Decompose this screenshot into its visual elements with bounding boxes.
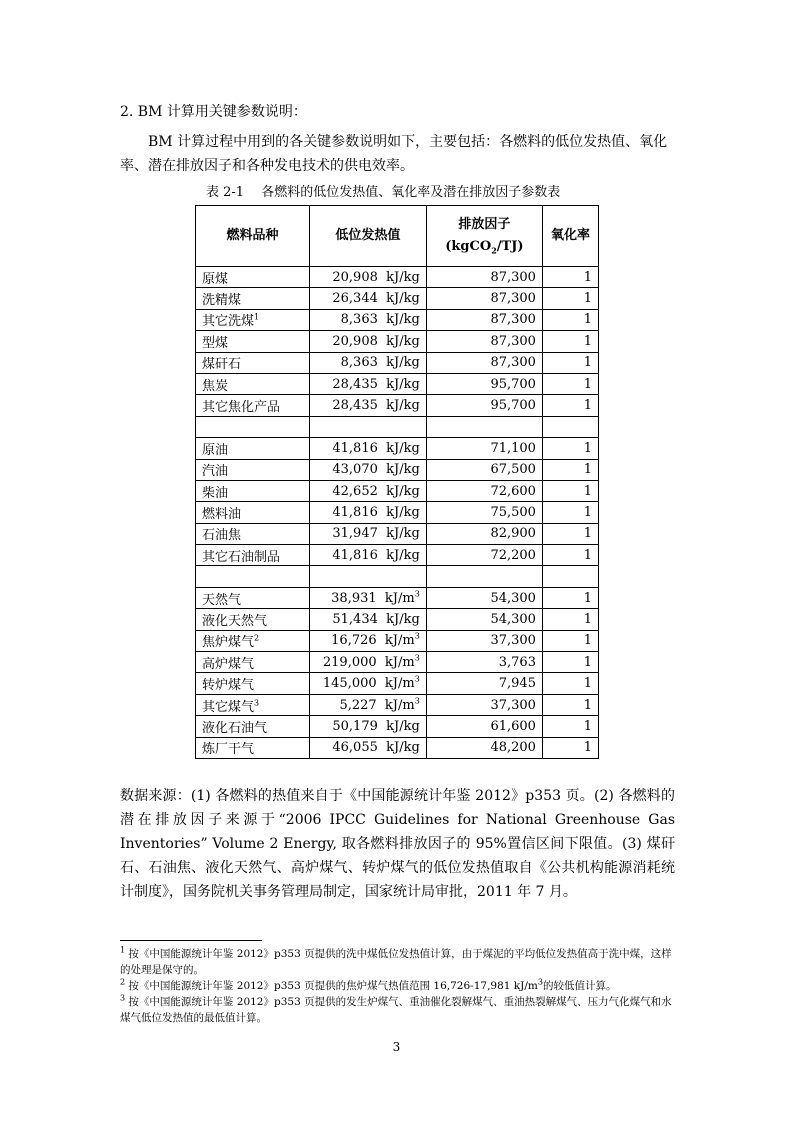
- table-row: [196, 609, 599, 630]
- heat-value-cell: 16,726 $kJ/m^3$: [310, 630, 427, 651]
- footnote-ref: 2: [254, 634, 260, 643]
- fuel-name-cell: 型煤: [196, 331, 310, 352]
- heat-value-cell: 51,434 kJ/kg: [310, 609, 427, 630]
- emission-factor-cell: 75,500: [426, 502, 542, 523]
- table-row: [196, 737, 599, 758]
- emission-factor-cell: 72,200: [426, 545, 542, 566]
- fuel-name-cell: 液化天然气: [196, 609, 310, 630]
- heat-value-cell: 20,908 kJ/kg: [310, 267, 427, 288]
- fuel-name-cell: 高炉煤气: [196, 652, 310, 673]
- heat-value-cell: 41,816 kJ/kg: [310, 438, 427, 459]
- fuel-name-cell: 煤矸石: [196, 352, 310, 373]
- emission-factor-cell: 37,300: [426, 630, 542, 651]
- table-row: [196, 459, 599, 480]
- table-header-row: [196, 206, 599, 267]
- emission-factor-cell: 87,300: [426, 331, 542, 352]
- fuel-name-cell: 其它焦化产品: [196, 395, 310, 416]
- fuel-name-cell: 天然气: [196, 587, 310, 608]
- fuel-name-cell: 焦炉煤气$^2$: [196, 630, 310, 651]
- emission-factor-cell: [426, 416, 542, 437]
- table-row: [196, 523, 599, 544]
- emission-factor-cell: 72,600: [426, 480, 542, 501]
- footnote-1: $^1$ 按《中国能源统计年鉴 2012》p353 页提供的洗中煤低位发热值计算，由于煤泥的平均低位发热值高于洗中煤，这样的处理是保守的。: [120, 945, 672, 976]
- data-source-note: 数据来源：(1) 各燃料的热值来自于《中国能源统计年鉴 2012》p353 页。(2) 各燃料的潜在排放因子来源于“2006 IPCC Guidelines for National Greenhouse Gas Inventories” Volume 2 Energy, 取各燃料排放因子的 95%置信区间下限值。(3) 煤矸石、石油焦、液化天然气、高炉煤气、转炉煤气的低位发热值取自《公共机构能源消耗统计制度》，国务院机关事务管理局制定，国家统计局审批，2011 年 7 月。: [120, 788, 675, 900]
- header-fuel: 燃料品种: [196, 206, 310, 267]
- heat-value-cell: 38,931 $kJ/m^3$: [310, 587, 427, 608]
- heat-value-cell: 145,000 $kJ/m^3$: [310, 673, 427, 694]
- oxidation-rate-cell: 1: [542, 331, 598, 352]
- table-row: [196, 630, 599, 651]
- oxidation-rate-cell: 1: [542, 652, 598, 673]
- emission-factor-cell: 71,100: [426, 438, 542, 459]
- oxidation-rate-cell: [542, 416, 598, 437]
- fuel-name-cell: 柴油: [196, 480, 310, 501]
- page-number: 3: [392, 1040, 401, 1054]
- emission-factor-cell: 87,300: [426, 267, 542, 288]
- oxidation-rate-cell: 1: [542, 545, 598, 566]
- heat-value-cell: [310, 416, 427, 437]
- footnote-separator: [120, 940, 262, 941]
- oxidation-rate-cell: [542, 566, 598, 587]
- oxidation-rate-cell: 1: [542, 737, 598, 758]
- heat-value-cell: 41,816 kJ/kg: [310, 545, 427, 566]
- heat-value-cell: 41,816 kJ/kg: [310, 502, 427, 523]
- emission-factor-cell: 54,300: [426, 587, 542, 608]
- intro-paragraph: BM 计算过程中用到的各关键参数说明如下，主要包括：各燃料的低位发热值、氧化率、潜在排放因子和各种发电技术的供电效率。: [120, 134, 668, 174]
- header-oxidation-rate: 氧化率: [542, 206, 598, 267]
- heat-value-cell: 26,344 kJ/kg: [310, 288, 427, 309]
- heat-value-cell: 8,363 kJ/kg: [310, 309, 427, 330]
- heat-value-cell: 42,652 kJ/kg: [310, 480, 427, 501]
- heat-value-cell: 20,908 kJ/kg: [310, 331, 427, 352]
- oxidation-rate-cell: 1: [542, 309, 598, 330]
- header-emission-factor-unit: (kgCO$_2$/TJ): [445, 239, 524, 256]
- fuel-name-cell: 原煤: [196, 267, 310, 288]
- oxidation-rate-cell: 1: [542, 352, 598, 373]
- emission-factor-cell: 61,600: [426, 716, 542, 737]
- oxidation-rate-cell: 1: [542, 395, 598, 416]
- table-row: [196, 673, 599, 694]
- table-row: [196, 652, 599, 673]
- table-row: [196, 331, 599, 352]
- table-row: [196, 288, 599, 309]
- header-emission-factor-label: 排放因子: [458, 217, 511, 232]
- heat-value-cell: 8,363 kJ/kg: [310, 352, 427, 373]
- section-heading: 2. BM 计算用关键参数说明：: [120, 104, 307, 120]
- fuel-parameter-table: [195, 205, 599, 759]
- table-row: [196, 309, 599, 330]
- fuel-name-cell: 洗精煤: [196, 288, 310, 309]
- emission-factor-cell: 67,500: [426, 459, 542, 480]
- table-spacer-row: [196, 566, 599, 587]
- fuel-name-cell: 液化石油气: [196, 716, 310, 737]
- oxidation-rate-cell: 1: [542, 694, 598, 715]
- table-row: [196, 545, 599, 566]
- heat-value-cell: 46,055 kJ/kg: [310, 737, 427, 758]
- emission-factor-cell: 82,900: [426, 523, 542, 544]
- fuel-name-cell: 石油焦: [196, 523, 310, 544]
- fuel-name-cell: 焦炭: [196, 373, 310, 394]
- emission-factor-cell: 7,945: [426, 673, 542, 694]
- oxidation-rate-cell: 1: [542, 587, 598, 608]
- heat-value-cell: 31,947 kJ/kg: [310, 523, 427, 544]
- emission-factor-cell: [426, 566, 542, 587]
- header-heat-value: 低位发热值: [310, 206, 427, 267]
- emission-factor-cell: 3,763: [426, 652, 542, 673]
- fuel-name-cell: 燃料油: [196, 502, 310, 523]
- table-spacer-row: [196, 416, 599, 437]
- oxidation-rate-cell: 1: [542, 630, 598, 651]
- fuel-name-cell: 其它煤气$^3$: [196, 694, 310, 715]
- table-row: [196, 352, 599, 373]
- footnotes: [120, 946, 680, 1026]
- fuel-name-cell: 原油: [196, 438, 310, 459]
- table-row: [196, 502, 599, 523]
- fuel-name-cell: [196, 566, 310, 587]
- table-caption: 表 2-1 各燃料的低位发热值、氧化率及潜在排放因子参数表: [206, 185, 561, 200]
- oxidation-rate-cell: 1: [542, 502, 598, 523]
- fuel-name-cell: 其它石油制品: [196, 545, 310, 566]
- heat-value-cell: 28,435 kJ/kg: [310, 395, 427, 416]
- emission-factor-cell: 95,700: [426, 395, 542, 416]
- emission-factor-cell: 87,300: [426, 309, 542, 330]
- emission-factor-cell: 54,300: [426, 609, 542, 630]
- fuel-name-cell: 炼厂干气: [196, 737, 310, 758]
- oxidation-rate-cell: 1: [542, 523, 598, 544]
- table-row: [196, 587, 599, 608]
- table-row: [196, 716, 599, 737]
- emission-factor-cell: 95,700: [426, 373, 542, 394]
- oxidation-rate-cell: 1: [542, 267, 598, 288]
- table-body: [196, 267, 599, 759]
- heat-value-cell: 28,435 kJ/kg: [310, 373, 427, 394]
- oxidation-rate-cell: 1: [542, 288, 598, 309]
- table-row: [196, 267, 599, 288]
- oxidation-rate-cell: 1: [542, 438, 598, 459]
- oxidation-rate-cell: 1: [542, 673, 598, 694]
- fuel-name-cell: 其它洗煤$^1$: [196, 309, 310, 330]
- fuel-name-cell: 汽油: [196, 459, 310, 480]
- footnote-3: $^3$ 按《中国能源统计年鉴 2012》p353 页提供的发生炉煤气、重油催化裂解煤气、重油热裂解煤气、压力气化煤气和水煤气低位发热值的最低值计算。: [120, 993, 672, 1024]
- heat-value-cell: 219,000 $kJ/m^3$: [310, 652, 427, 673]
- footnote-ref: 3: [254, 698, 260, 708]
- oxidation-rate-cell: 1: [542, 609, 598, 630]
- header-emission-factor: [426, 206, 542, 267]
- fuel-name-cell: [196, 416, 310, 437]
- emission-factor-cell: 48,200: [426, 737, 542, 758]
- emission-factor-cell: 37,300: [426, 694, 542, 715]
- footnote-ref: 1: [254, 313, 260, 323]
- table-row: [196, 694, 599, 715]
- table-row: [196, 373, 599, 394]
- oxidation-rate-cell: 1: [542, 716, 598, 737]
- table-row: [196, 438, 599, 459]
- emission-factor-cell: 87,300: [426, 352, 542, 373]
- heat-value-cell: 50,179 kJ/kg: [310, 716, 427, 737]
- heat-value-cell: 43,070 kJ/kg: [310, 459, 427, 480]
- fuel-name-cell: 转炉煤气: [196, 673, 310, 694]
- oxidation-rate-cell: 1: [542, 480, 598, 501]
- heat-value-cell: 5,227 $kJ/m^3$: [310, 694, 427, 715]
- emission-factor-cell: 87,300: [426, 288, 542, 309]
- footnote-2: $^2$ 按《中国能源统计年鉴 2012》p353 页提供的焦炉煤气热值范围 16,726-17,981 $kJ/m^3$的较低值计算。: [120, 977, 617, 992]
- table-row: [196, 480, 599, 501]
- heat-value-cell: [310, 566, 427, 587]
- oxidation-rate-cell: 1: [542, 459, 598, 480]
- table-row: [196, 395, 599, 416]
- oxidation-rate-cell: 1: [542, 373, 598, 394]
